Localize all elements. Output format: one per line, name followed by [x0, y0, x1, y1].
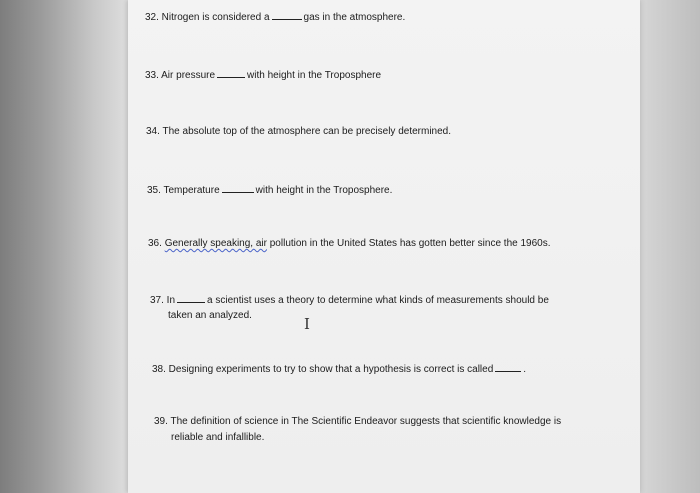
- question-37-blank[interactable]: [177, 292, 205, 303]
- question-34: [146, 124, 451, 140]
- question-32: [145, 9, 405, 26]
- question-37-text-before: 37. In: [150, 295, 176, 306]
- question-37-text-line2: taken an analyzed.: [168, 310, 252, 321]
- question-32-text-before: 32. Nitrogen is considered a: [145, 12, 270, 23]
- question-36-prefix: 36.: [148, 238, 165, 249]
- question-36: [148, 236, 551, 252]
- question-33-text-after: with height in the Troposphere: [247, 70, 382, 81]
- question-39-line2: [171, 430, 264, 446]
- text-cursor-icon: I: [304, 315, 310, 333]
- question-33-blank[interactable]: [217, 67, 245, 78]
- question-32-blank[interactable]: [272, 9, 302, 20]
- question-35-blank[interactable]: [222, 182, 254, 193]
- question-33: [145, 67, 381, 84]
- question-38-text-before: 38. Designing experiments to try to show that a hypothesis is correct is called: [152, 364, 494, 375]
- question-34-text: 34. The absolute top of the atmosphere can be precisely determined.: [146, 126, 452, 137]
- question-39: [154, 414, 561, 430]
- document-page: [128, 0, 640, 493]
- question-39-text-line1: 39. The definition of science in The Scientific Endeavor suggests that scientific knowledge is: [154, 416, 562, 427]
- question-38-blank[interactable]: [495, 361, 521, 372]
- question-37-text-after: a scientist uses a theory to determine what kinds of measurements should be: [207, 295, 549, 306]
- spellcheck-flagged-text[interactable]: Generally speaking, air: [164, 238, 267, 249]
- question-35-text-after: with height in the Troposphere.: [255, 185, 393, 196]
- question-39-text-line2: reliable and infallible.: [171, 432, 265, 443]
- question-36-text-rest: pollution in the United States has gotten better since the 1960s.: [266, 238, 551, 249]
- question-38-text-after: .: [523, 364, 527, 375]
- question-33-text-before: 33. Air pressure: [145, 70, 216, 81]
- question-37-line2: [168, 308, 252, 324]
- question-37: [150, 292, 549, 309]
- question-32-text-after: gas in the atmosphere.: [303, 12, 406, 23]
- question-35-text-before: 35. Temperature: [147, 185, 220, 196]
- question-35: [147, 182, 392, 199]
- question-38: [152, 361, 526, 378]
